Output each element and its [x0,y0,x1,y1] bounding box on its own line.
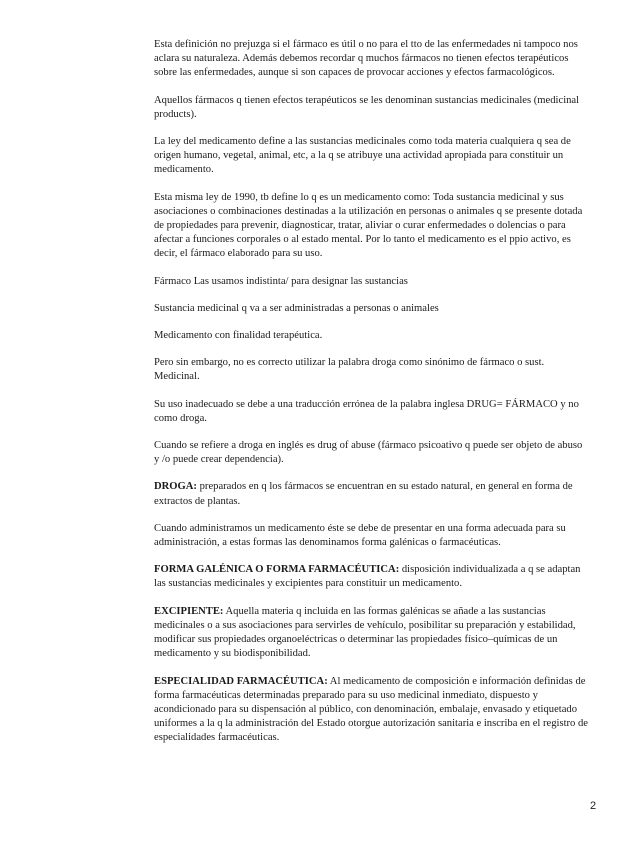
paragraph-text: disposición individualizada a q se adaptan las sustancias medicinales y excipientes para constituir un medicamento. [154,564,581,590]
paragraph-text: Esta definición no prejuzga si el fármaco es útil o no para el tto de las enfermedades ni tampoco nos aclara su naturaleza. Además debemos recordar q muchos fármacos no tienen efectos terapéuticos sobre las enfermedades, aunque si son capaces de provocar acciones y efectos farmacológicos. [154,39,578,79]
paragraph [154,329,590,343]
term-heading: EXCIPIENTE: [154,605,224,617]
paragraph-text: Cuando se refiere a droga en inglés es drug of abuse (fármaco psicoativo q puede ser objeto de abuso y /o puede crear dependencia). [154,440,583,466]
term-heading: DROGA: [154,481,197,493]
term-heading: ESPECIALIDAD FARMACÉUTICA: [154,675,328,687]
paragraph [154,94,590,122]
paragraph [154,275,590,289]
paragraph [154,38,590,81]
paragraph-text: Su uso inadecuado se debe a una traducción errónea de la palabra inglesa DRUG= FÁRMACO y no como droga. [154,398,579,424]
paragraph [154,302,590,316]
paragraph [154,439,590,467]
paragraph-text: Pero sin embargo, no es correcto utilizar la palabra droga como sinónimo de fármaco o sust. Medicinal. [154,357,545,383]
document-body [154,38,590,759]
paragraph [154,356,590,384]
paragraph [154,480,590,508]
paragraph [154,522,590,550]
paragraph-text: Aquella materia q incluida en las formas galénicas se añade a las sustancias medicinales o a sus asociaciones para servirles de vehículo, posibilitar su preparación y estabilidad, modificar sus propiedades organoeléctricas o determinar las propiedades físico–químicas de un medicamento y su biodisponibilidad. [154,605,576,660]
paragraph [154,191,590,262]
page-number: 2 [590,800,597,812]
paragraph [154,675,590,746]
paragraph-text: preparados en q los fármacos se encuentran en su estado natural, en general en forma de extractos de plantas. [154,481,573,507]
paragraph-text: Medicamento con finalidad terapéutica. [154,330,323,342]
paragraph-text: Cuando administramos un medicamento éste se debe de presentar en una forma adecuada para su administración, a estas formas las denominamos forma galénicas o farmacéuticas. [154,522,566,549]
paragraph-text: Fármaco Las usamos indistinta/ para designar las sustancias [154,275,408,287]
paragraph [154,135,590,178]
term-heading: FORMA GALÉNICA O FORMA FARMACÉUTICA: [154,564,400,576]
paragraph [154,605,590,662]
paragraph-text: Sustancia medicinal q va a ser administradas a personas o animales [154,302,439,314]
paragraph-text: Esta misma ley de 1990, tb define lo q es un medicamento como: Toda sustancia medicinal y sus asociaciones o combinaciones destinadas a la utilización en personas o animales q se presente dotada de propiedades para prevenir, diagnosticar, tratar, aliviar o curar enfermedades o dolencias o para afectar a funciones corporales o al estado mental. Por lo tanto el medicamento es el ppio activo, es decir, el fármaco elaborado para su uso. [154,191,583,260]
paragraph-text: La ley del medicamento define a las sustancias medicinales como toda materia cualquiera q sea de origen humano, vegetal, animal, etc, a la q se atribuye una actividad apropiada para constituir un medicamento. [154,136,571,176]
paragraph [154,398,590,426]
paragraph-text: Aquellos fármacos q tienen efectos terapéuticos se les denominan sustancias medicinales (medicinal products). [154,94,580,120]
paragraph-text: Al medicamento de composición e información definidas de forma farmacéuticas determinadas preparado para su uso medicinal inmediato, dispuesto y acondicionado para su dispensación al público, con denominación, embalaje, envasado y etiquetado uniformes a la q la administración del Estado otorgue autorización sanitaria e inscriba en el registro de especialidades farmacéuticas. [154,675,588,744]
paragraph [154,563,590,591]
